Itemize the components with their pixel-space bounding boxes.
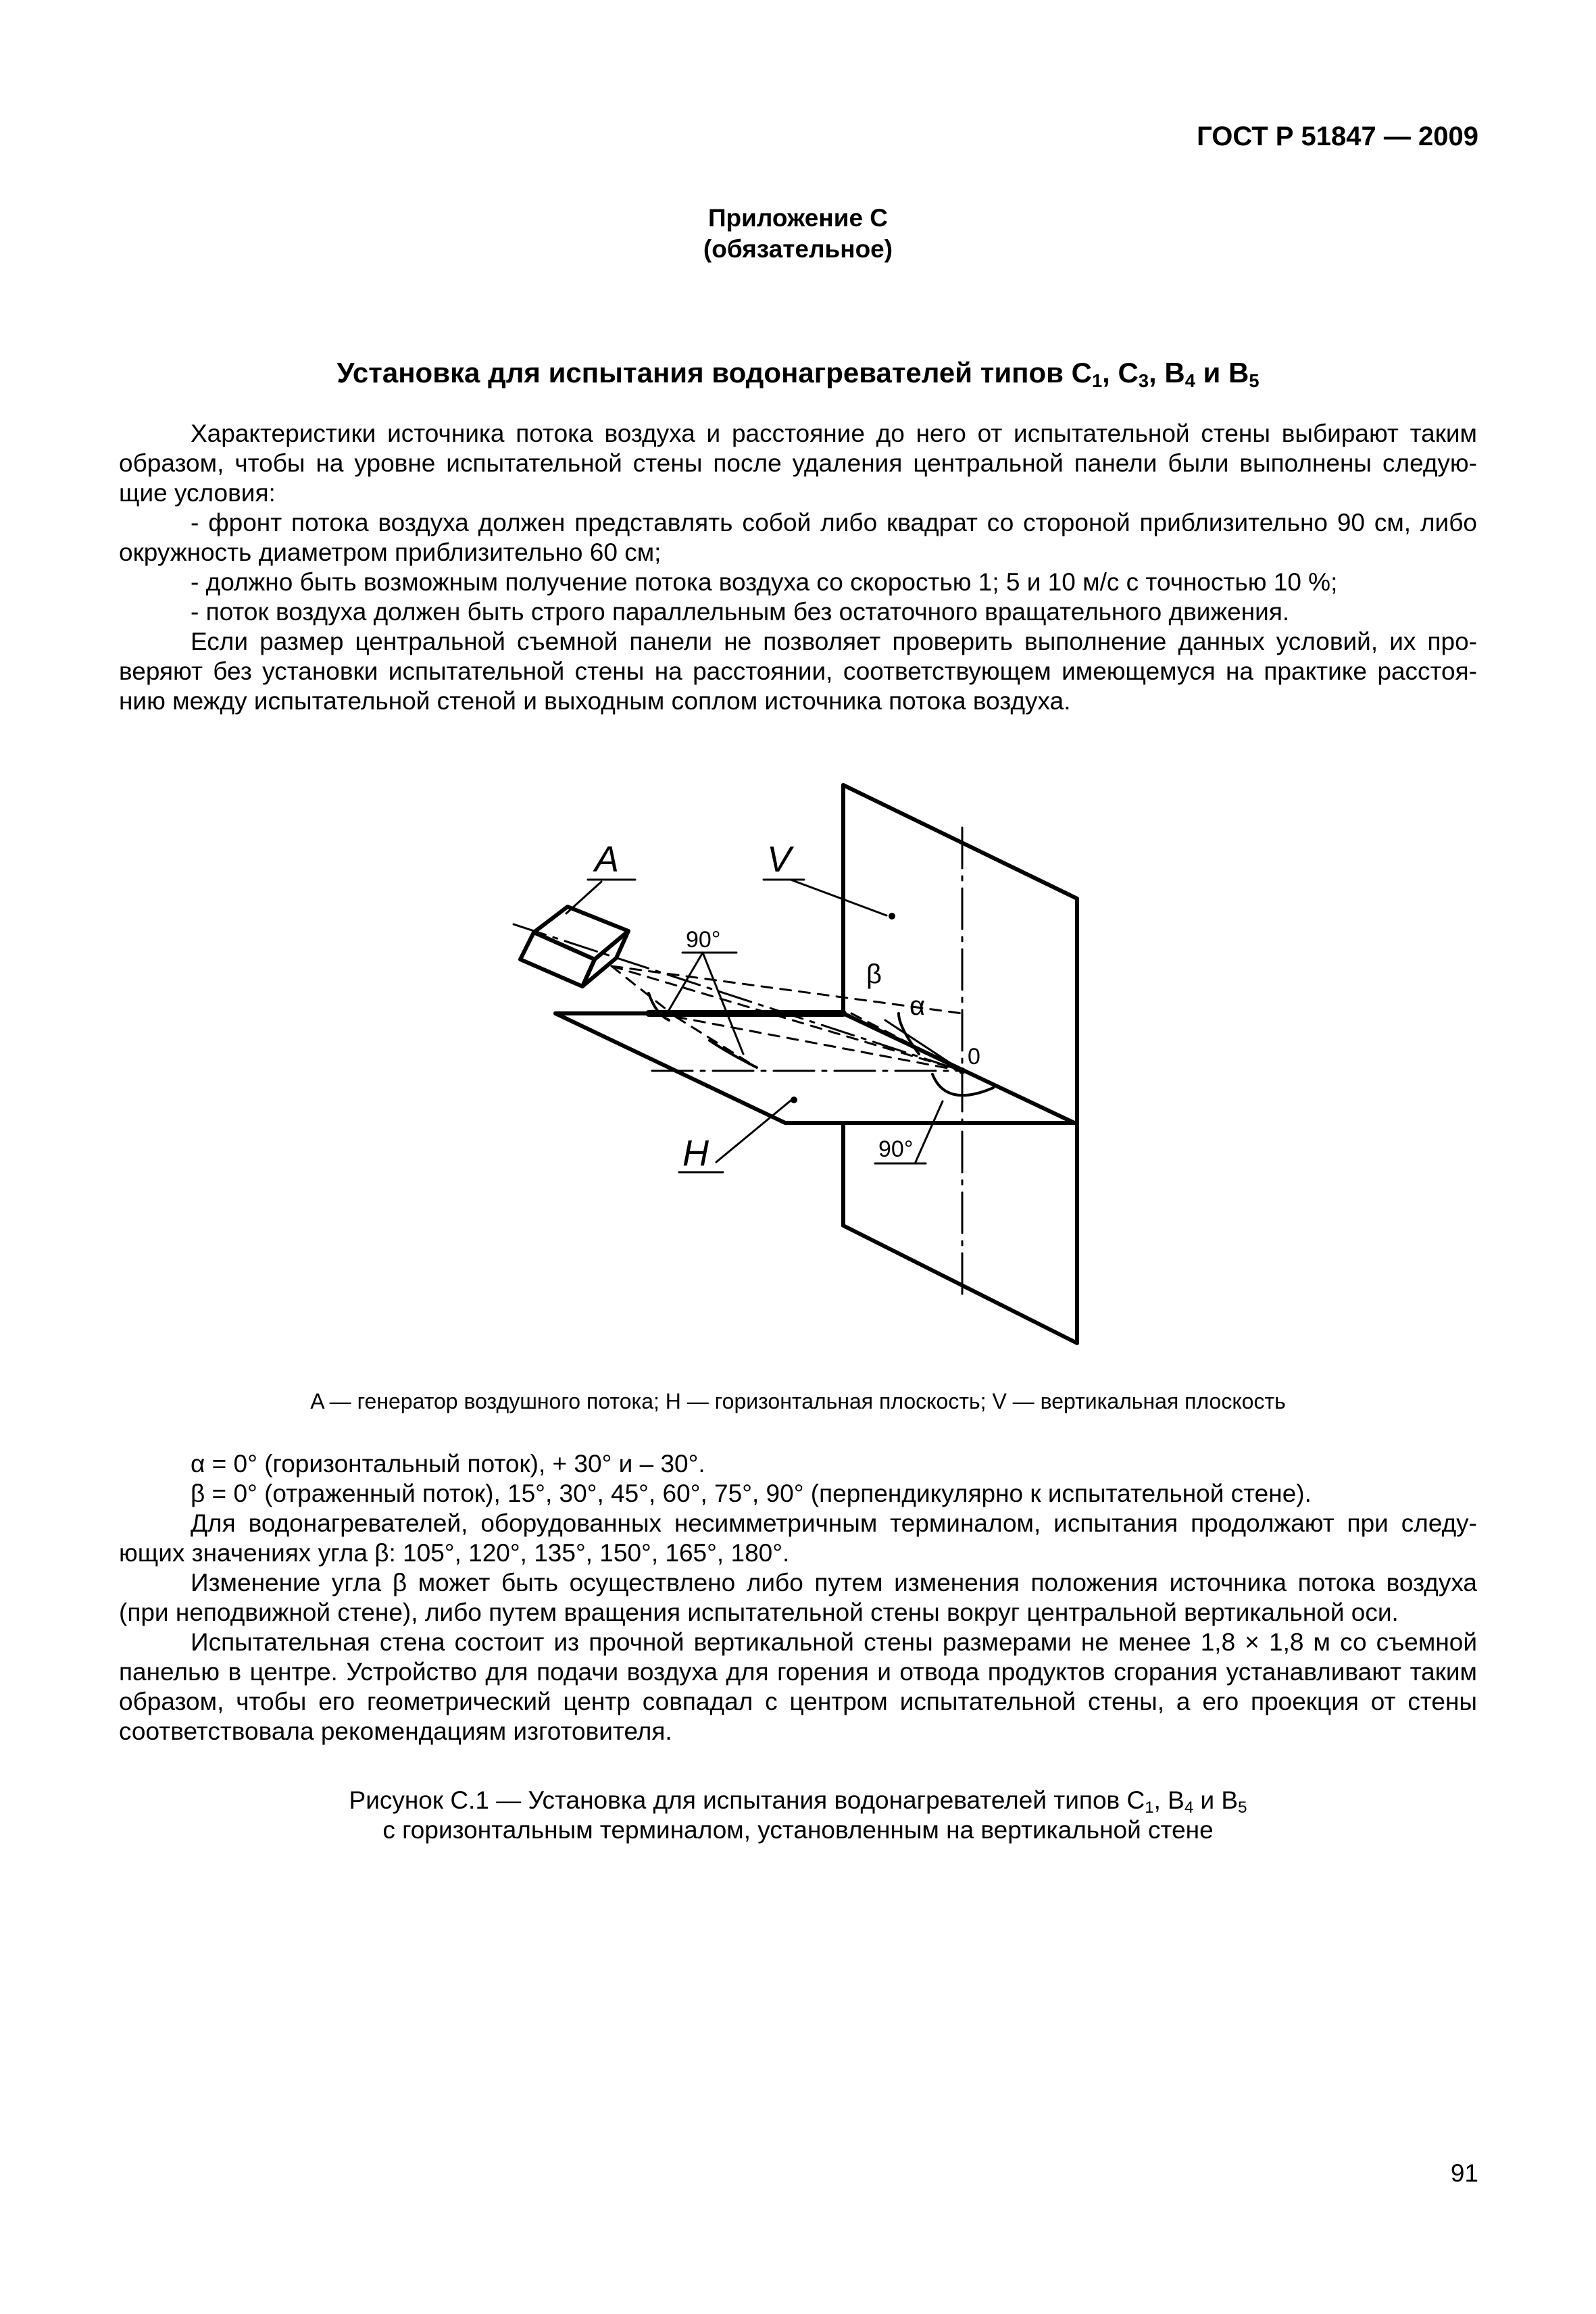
figure-legend: A — генератор воздушного потока; H — горизонтальная плоскость; V — вертикальная плоскость <box>310 1389 1286 1413</box>
caption-text-b: , В <box>1153 1786 1184 1814</box>
caption-line-1 <box>0 1786 1596 1815</box>
alpha-label: α <box>909 991 926 1021</box>
label-a: A <box>595 839 620 880</box>
intro-condition-3: - поток воздуха должен быть строго параллельным без остаточного вращательного движения. <box>191 598 1290 626</box>
title-text: Установка для испытания водонагревателей типов С <box>336 357 1092 388</box>
label-v: V <box>767 839 792 880</box>
horizontal-plane <box>555 1013 1074 1123</box>
title-sub-1: 1 <box>1091 370 1103 391</box>
angle-notes <box>119 1449 1477 1746</box>
title-sep-2: , В <box>1149 357 1185 388</box>
caption-text-c: и В <box>1193 1786 1239 1814</box>
title-sub-4: 4 <box>1184 370 1195 391</box>
angle-label-top: 90° <box>686 927 721 953</box>
air-generator-box <box>520 907 628 986</box>
note-beta: β = 0° (отраженный поток), 15°, 30°, 45°, 60°, 75°, 90° (перпендикулярно к испытательной стене). <box>191 1480 1312 1507</box>
page-number: 91 <box>1450 2159 1478 2187</box>
title-sub-3: 3 <box>1138 370 1149 391</box>
intro-paragraph-1: Характеристики источника потока воздуха и расстояние до него от испытательной стены выбирают таким образом, чтобы на уровне испытательной стены после удаления центральной панели были выполнены следую-щие условия: <box>119 420 1477 507</box>
caption-sub-5: 5 <box>1238 1799 1247 1817</box>
note-asymmetric: Для водонагревателей, оборудованных несимметричным терминалом, испытания продолжают при следу-ющих значениях угла β: 105°, 120°, 135°, 150°, 165°, 180°. <box>119 1509 1477 1567</box>
standard-designation: ГОСТ Р 51847 — 2009 <box>1197 122 1478 151</box>
label-h: H <box>682 1133 709 1174</box>
note-alpha: α = 0° (горизонтальный поток), + 30° и – 30°. <box>191 1450 705 1478</box>
title-sub-5: 5 <box>1249 370 1260 391</box>
title-sep-1: , С <box>1102 357 1139 388</box>
appendix-label: Приложение С <box>707 204 889 232</box>
figure-caption <box>0 1786 1596 1845</box>
note-beta-change: Изменение угла β может быть осуществлено либо путем изменения положения источника потока воздуха (при неподвижной стене), либо путем вращения испытательной стены вокруг центральной вертикальной оси. <box>119 1569 1477 1626</box>
beta-label: β <box>866 959 882 989</box>
appendix-status: (обязательное) <box>703 235 893 263</box>
intro-paragraph-2: Если размер центральной съемной панели не позволяет проверить выполнение данных условий, их про-веряют без установки испытательной стены на расстоянии, соответствующем имеющемуся на практике расстоя-нию между испытательной стеной и выходным соплом источника потока воздуха. <box>119 628 1477 715</box>
caption-text-a: Рисунок С.1 — Установка для испытания водонагревателей типов С <box>349 1786 1145 1814</box>
angle-label-bottom: 90° <box>878 1136 914 1162</box>
caption-sub-1: 1 <box>1145 1799 1154 1817</box>
intro-condition-2: - должно быть возможным получение потока воздуха со скоростью 1; 5 и 10 м/с с точностью 10 %; <box>191 568 1338 596</box>
intro-condition-1: - фронт потока воздуха должен представлять собой либо квадрат со стороной приблизительно 90 см, либо окружность диаметром приблизительно 60 см; <box>119 509 1477 566</box>
title-sep-3: и В <box>1195 357 1249 388</box>
caption-sub-4: 4 <box>1184 1799 1194 1817</box>
note-test-wall: Испытательная стена состоит из прочной вертикальной стены размерами не менее 1,8 × 1,8 м со съемной панелью в центре. Устройство для подачи воздуха для горения и отвода продуктов сгорания устанавливают таким образом, чтобы его геометрический центр совпадал с центром испытательной стены, а его проекция от стены соответствовала рекомендациям изготовителя. <box>119 1628 1477 1745</box>
caption-line-2: с горизонтальным терминалом, установленным на вертикальной стене <box>382 1816 1214 1844</box>
origin-label: 0 <box>968 1044 980 1070</box>
